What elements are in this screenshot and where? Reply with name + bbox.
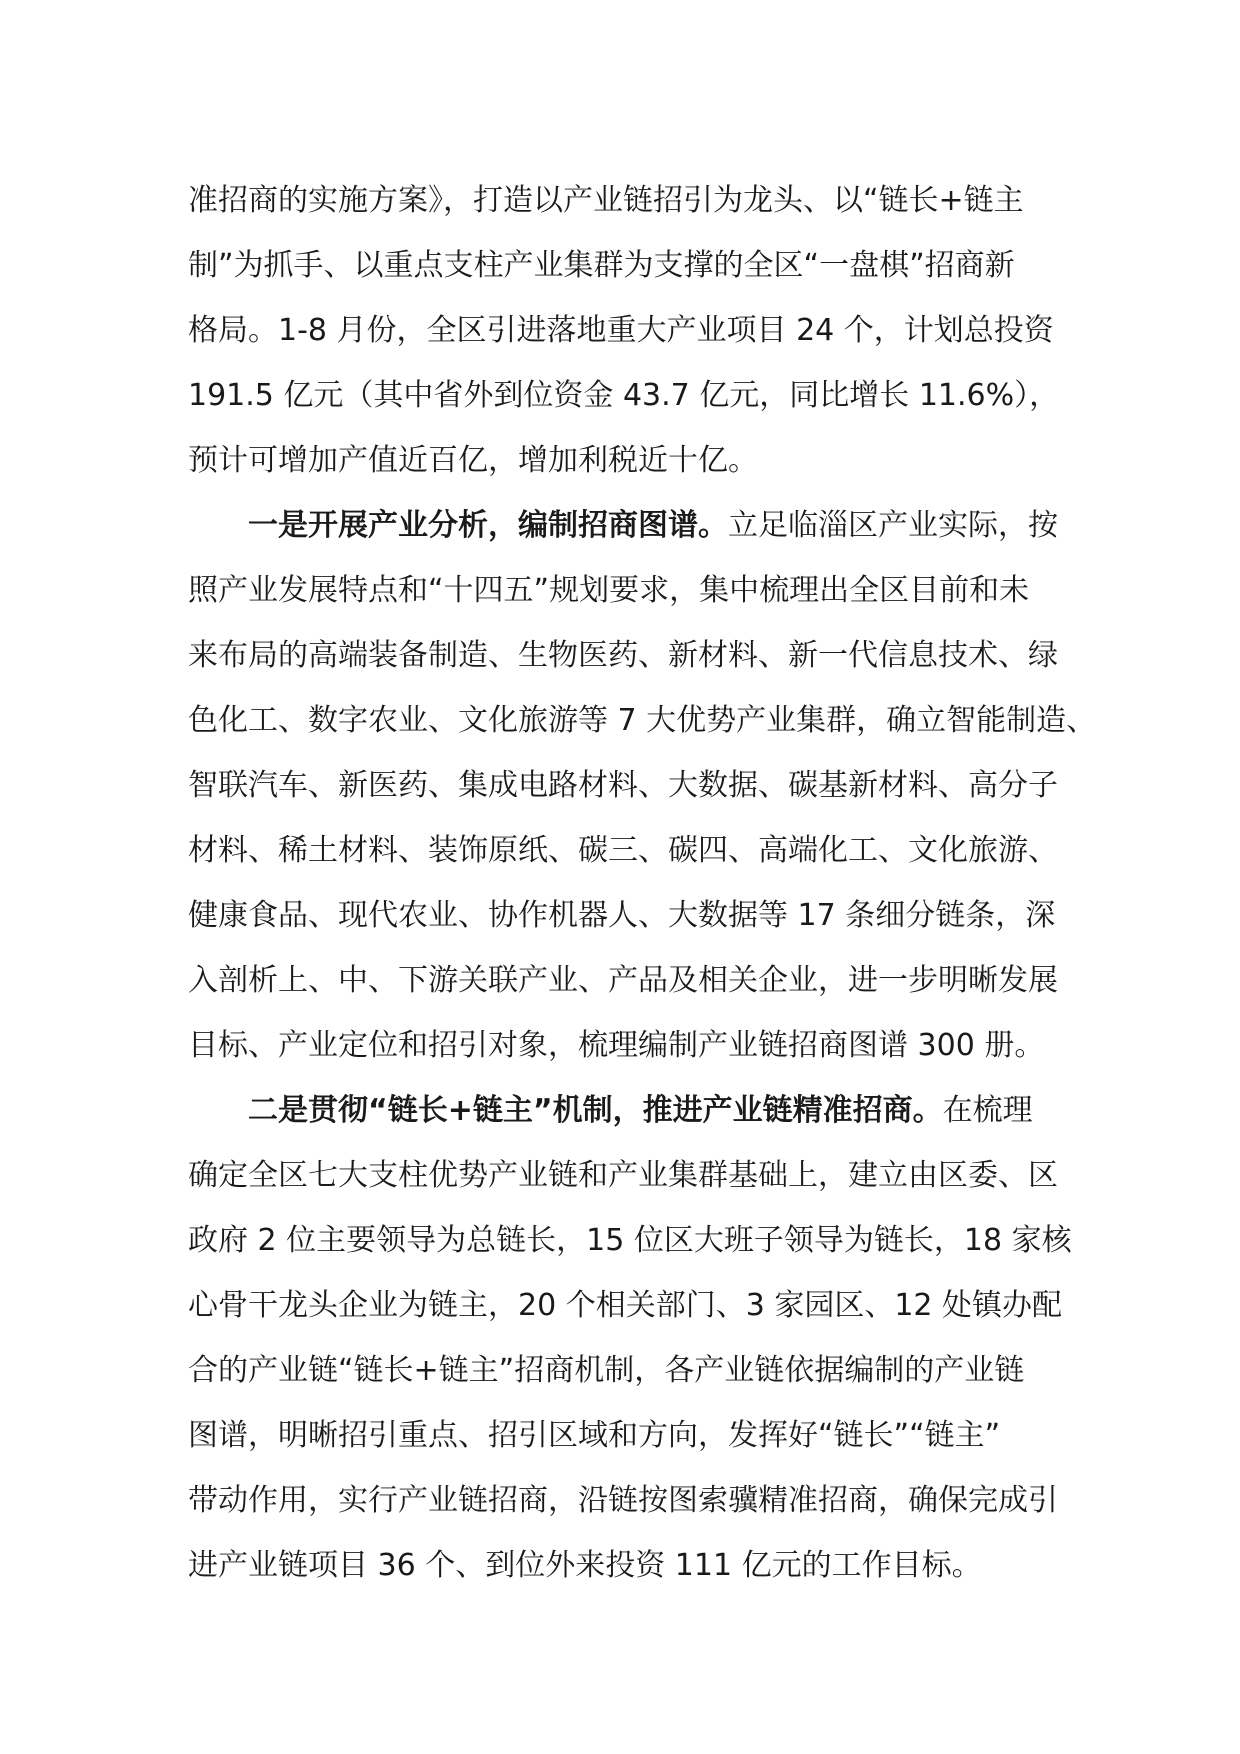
paragraph-first-line: [188, 1078, 1058, 1143]
text-line: 确定全区七大支柱优势产业链和产业集群基础上，建立由区委、区: [188, 1158, 1058, 1193]
text-line: 来布局的高端装备制造、生物医药、新材料、新一代信息技术、绿: [188, 638, 1058, 673]
paragraph-two: [188, 1078, 1072, 1598]
text-line: 191.5 亿元（其中省外到位资金 43.7 亿元，同比增长 11.6%），: [188, 378, 1060, 413]
paragraph-intro: [188, 168, 1058, 493]
text-line: 色化工、数字农业、文化旅游等 7 大优势产业集群，确立智能制造、: [188, 703, 1097, 738]
text-line: 制”为抓手、以重点支柱产业集群为支撑的全区“一盘棋”招商新: [188, 248, 1015, 283]
text-line: 心骨干龙头企业为链主，20 个相关部门、3 家园区、12 处镇办配: [188, 1288, 1063, 1323]
text-line: 带动作用，实行产业链招商，沿链按图索骥精准招商，确保完成引: [188, 1483, 1058, 1518]
section-heading: 一是开展产业分析，编制招商图谱。: [248, 508, 728, 543]
text-line: 健康食品、现代农业、协作机器人、大数据等 17 条细分链条，深: [188, 898, 1056, 933]
paragraph-one: [188, 493, 1097, 1078]
paragraph-first-line: [188, 493, 1058, 558]
text-line: 智联汽车、新医药、集成电路材料、大数据、碳基新材料、高分子: [188, 768, 1058, 803]
text-line: 格局。1-8 月份，全区引进落地重大产业项目 24 个，计划总投资: [188, 313, 1054, 348]
text-line: 进产业链项目 36 个、到位外来投资 111 亿元的工作目标。: [188, 1548, 982, 1583]
text-line: 图谱，明晰招引重点、招引区域和方向，发挥好“链长”“链主”: [188, 1418, 1001, 1453]
text-segment: 在梳理: [942, 1093, 1033, 1128]
text-line: 目标、产业定位和招引对象，梳理编制产业链招商图谱 300 册。: [188, 1028, 1045, 1063]
document-body: [188, 168, 1097, 1598]
text-line: 照产业发展特点和“十四五”规划要求，集中梳理出全区目前和未: [188, 573, 1030, 608]
text-line: 入剖析上、中、下游关联产业、产品及相关企业，进一步明晰发展: [188, 963, 1058, 998]
text-line: 政府 2 位主要领导为总链长，15 位区大班子领导为链长，18 家核: [188, 1223, 1072, 1258]
text-line: 准招商的实施方案》，打造以产业链招引为龙头、以“链长+链主: [188, 183, 1024, 218]
text-line: 材料、稀土材料、装饰原纸、碳三、碳四、高端化工、文化旅游、: [188, 833, 1058, 868]
text-line: 合的产业链“链长+链主”招商机制，各产业链依据编制的产业链: [188, 1353, 1025, 1388]
text-line: 预计可增加产值近百亿，增加利税近十亿。: [188, 443, 758, 478]
section-heading: 二是贯彻“链长+链主”机制，推进产业链精准招商。: [248, 1093, 943, 1128]
text-segment: 立足临淄区产业实际，按: [728, 508, 1058, 543]
